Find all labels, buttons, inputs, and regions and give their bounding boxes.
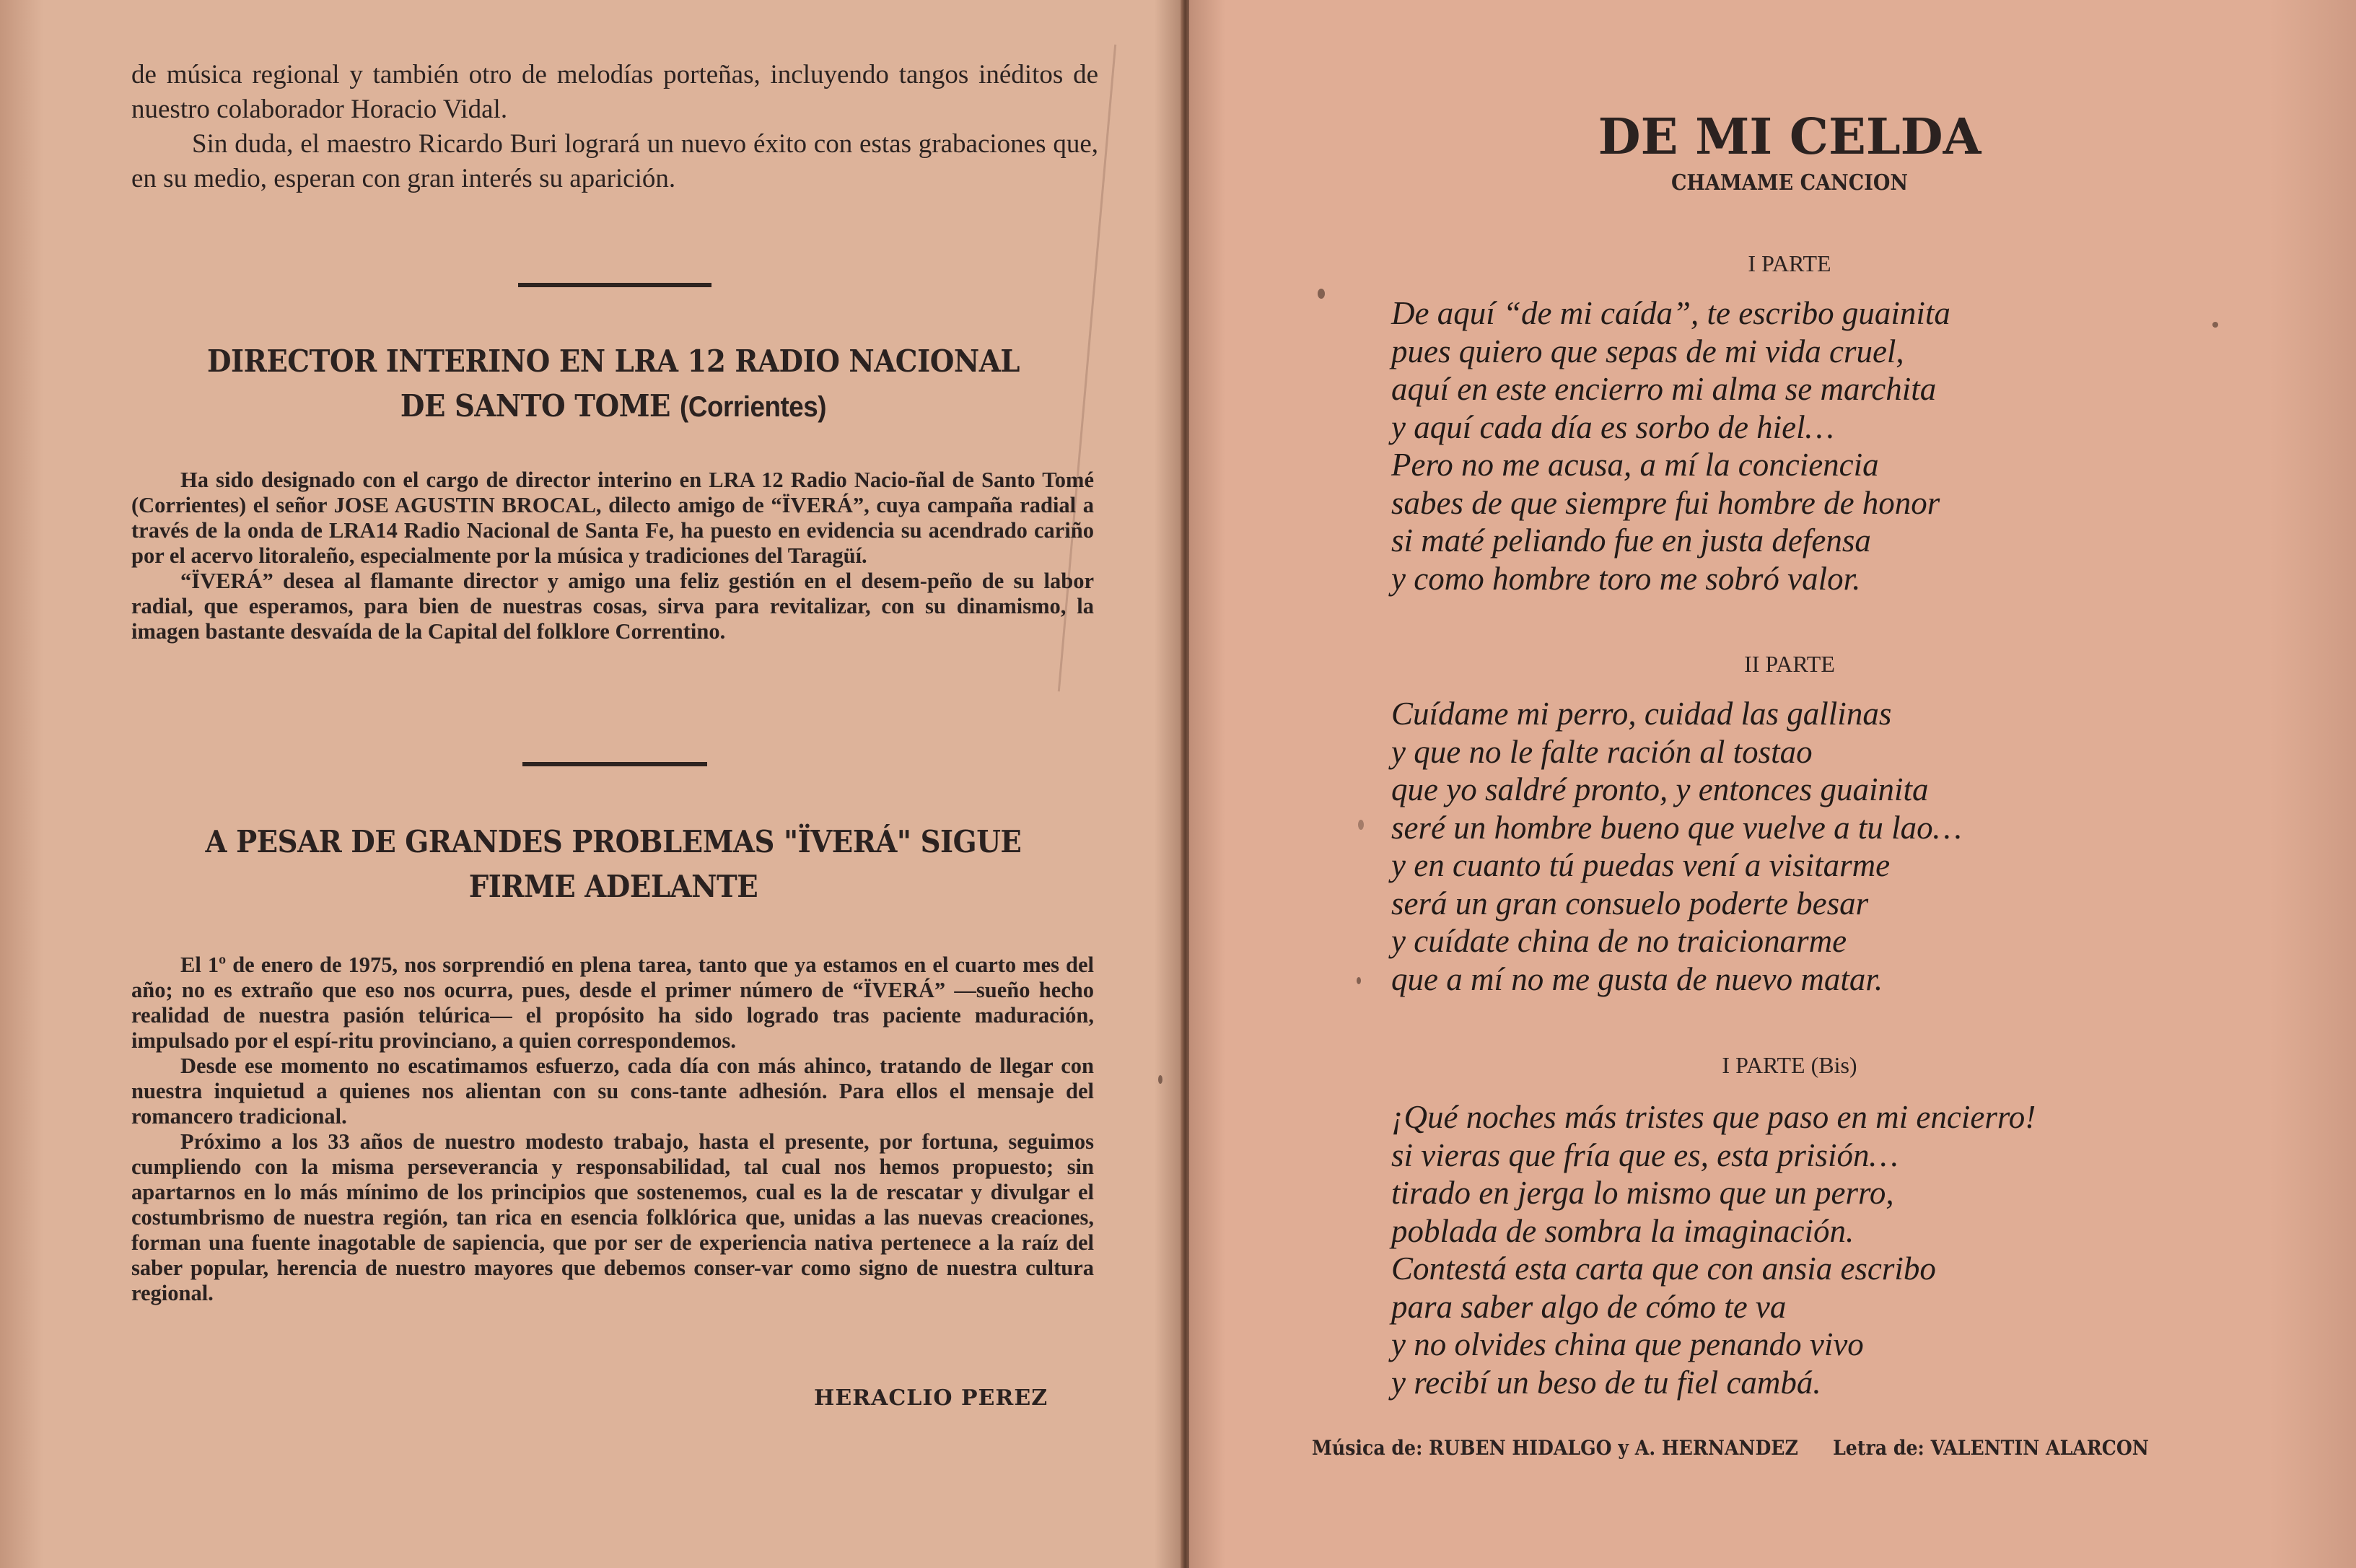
verse-line: Cuídame mi perro, cuidad las gallinas (1391, 696, 1892, 732)
article-headline (155, 339, 1072, 429)
song-genre: CHAMAME CANCION (1670, 170, 1909, 196)
song-credits (1312, 1436, 2221, 1460)
music-label: Música de: (1312, 1436, 1423, 1460)
section-divider (522, 762, 707, 766)
headline-location: (Corrientes) (680, 391, 827, 423)
verse-line: que yo saldré pronto, y entonces guainita (1391, 771, 1929, 807)
verse (1391, 695, 2329, 998)
lyrics-author: VALENTIN ALARCON (1930, 1436, 2149, 1460)
verse-line: Pero no me acusa, a mí la conciencia (1391, 447, 1879, 483)
intro-text (131, 58, 1098, 196)
verse-line: que a mí no me gusta de nuevo matar. (1391, 960, 1883, 997)
part-label: I PARTE (Bis) (1722, 1052, 1857, 1078)
verse-line: y como hombre toro me sobró valor. (1391, 560, 1861, 597)
music-authors: RUBEN HIDALGO y A. HERNANDEZ (1429, 1436, 1798, 1460)
verse-line: ¡Qué noches más tristes que paso en mi encierro! (1391, 1099, 2036, 1135)
verse-line: y cuídate china de no traicionarme (1391, 923, 1847, 959)
song-title: DE MI CELDA (1598, 108, 1981, 166)
verse-line: y aquí cada día es sorbo de hiel… (1391, 408, 1834, 445)
intro-paragraph: Sin duda, el maestro Ricardo Buri logrará un nuevo éxito con estas grabaciones que, en su medio, esperan con gran interés su aparición. (131, 129, 1098, 193)
verse-line: Contestá esta carta que con ansia escribo (1391, 1251, 1936, 1287)
article-paragraph: Desde ese momento no escatimamos esfuerzo, cada día con más ahinco, tratando de llegar con nuestra inquietud a quienes nos alientan con su cons-tante adhesión. Para ellos el mensaje del romancero tradicional. (131, 1054, 1094, 1129)
article-paragraph: “ÏVERÁ” desea al flamante director y amigo una feliz gestión en el desem-peño de su labor radial, que esperamos, para bien de nuestras cosas, sirva para revitalizar, con su dinamismo, la imagen bastante desvaída de la Capital del folklore Correntino. (131, 569, 1094, 644)
paper-speck (1318, 289, 1325, 299)
verse (1391, 294, 2329, 597)
verse-line: seré un hombre bueno que vuelve a tu lao… (1391, 809, 1962, 846)
article-paragraph: El 1º de enero de 1975, nos sorprendió en plena tarea, tanto que ya estamos en el cuarto mes del año; no es extraño que eso nos ocurra, pues, desde el primer número de “ÏVERÁ” —sueño hecho realidad de nuestra pasión telúrica— el propósito ha sido logrado tras paciente maduración, impulsado por el espí-ritu provinciano, a quien correspondemos. (131, 952, 1094, 1053)
verse-line: y no olvides china que penando vivo (1391, 1326, 1864, 1362)
part-label: I PARTE (1748, 250, 1831, 276)
article-headline (155, 820, 1072, 909)
verse-line: y que no le falte ración al tostao (1391, 733, 1813, 770)
verse-line: sabes de que siempre fui hombre de honor (1391, 484, 1940, 521)
verse-line: si maté peliando fue en justa defensa (1391, 522, 1871, 559)
headline-line: A PESAR DE GRANDES PROBLEMAS "ÏVERÁ" SIGUE (205, 824, 1022, 859)
headline-line: DIRECTOR INTERINO EN LRA 12 RADIO NACIONAL (207, 343, 1020, 379)
verse-line: si vieras que fría que es, esta prisión… (1391, 1136, 1899, 1173)
article-paragraph: Ha sido designado con el cargo de director interino en LRA 12 Radio Nacio-ñal de Santo Tomé (Corrientes) el señor JOSE AGUSTIN BROCAL, dilecto amigo de “ÏVERÁ”, cuya campaña radial a través de la onda de LRA14 Radio Nacional de Santa Fe, ha puesto en evidencia su acendrado cariño por el acervo litoraleño, especialmente por la música y tradiciones del Taragüí. (131, 468, 1094, 568)
headline-text: DE SANTO TOME (400, 388, 671, 424)
verse (1391, 1098, 2329, 1401)
lyrics-label: Letra de: (1833, 1436, 1924, 1460)
article-body (131, 952, 1094, 1306)
section-divider (518, 283, 711, 287)
verse-line: poblada de sombra la imaginación. (1391, 1212, 1854, 1249)
paper-speck (1158, 1075, 1162, 1084)
article-body (131, 468, 1094, 644)
verse-line: De aquí “de mi caída”, te escribo guainita (1391, 295, 1950, 331)
headline-line: FIRME ADELANTE (468, 869, 758, 904)
verse-line: y en cuanto tú puedas vení a visitarme (1391, 847, 1891, 883)
verse-line: aquí en este encierro mi alma se marchita (1391, 371, 1937, 407)
verse-line: pues quiero que sepas de mi vida cruel, (1391, 333, 1904, 369)
paper-speck (2212, 322, 2218, 328)
verse-line: tirado en jerga lo mismo que un perro, (1391, 1175, 1894, 1211)
paper-speck (1357, 977, 1361, 984)
verse-line: y recibí un beso de tu fiel cambá. (1391, 1364, 1821, 1401)
author-signature: HERACLIO PEREZ (814, 1385, 1048, 1411)
verse-line: para saber algo de cómo te va (1391, 1288, 1787, 1325)
paper-speck (1358, 820, 1364, 830)
intro-paragraph: de música regional y también otro de melodías porteñas, incluyendo tangos inéditos de nuestro colaborador Horacio Vidal. (131, 60, 1098, 124)
article-paragraph: Próximo a los 33 años de nuestro modesto trabajo, hasta el presente, por fortuna, seguimos cumpliendo con la misma perseverancia y responsabilidad, tal cual nos hemos propuesto; sin apartarnos en lo más mínimo de los principios que sostenemos, cual es la de rescatar y divulgar el costumbrismo de nuestra región, tan rica en esencia folklórica que, unidas a las nuevas creaciones, forman una fuente inagotable de sapiencia, que por ser de experiencia nativa pertenece a la raíz del saber popular, herencia de nuestro mayores que debemos conser-var como signo de nuestra cultura regional. (131, 1129, 1094, 1305)
part-label: II PARTE (1744, 651, 1835, 677)
headline-line (155, 384, 1072, 429)
verse-line: será un gran consuelo poderte besar (1391, 885, 1869, 921)
